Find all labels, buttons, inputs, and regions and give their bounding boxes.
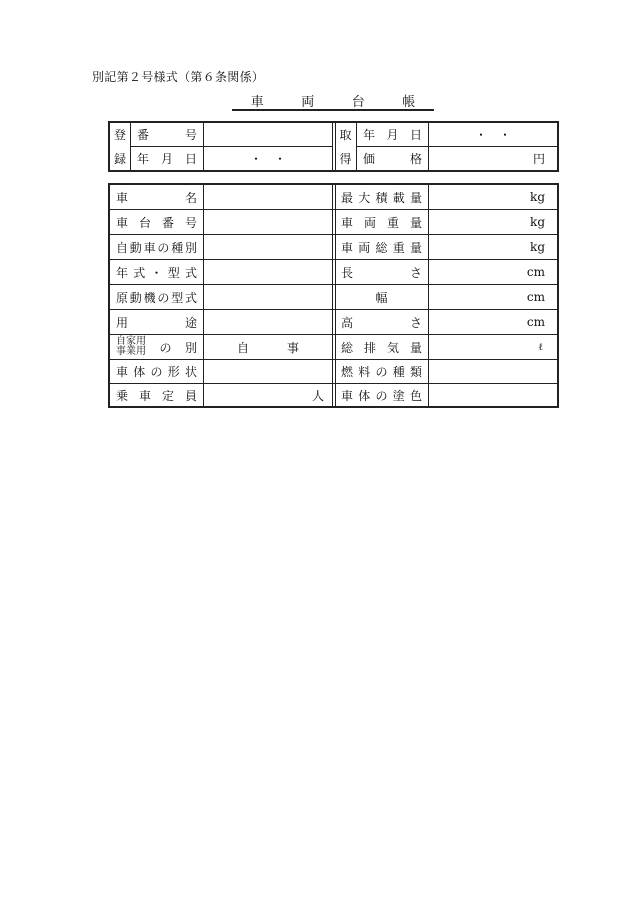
usage-field[interactable] [204,310,332,334]
title-char: 車 [250,95,264,110]
engine-model-field[interactable] [204,285,332,309]
model-year-field[interactable] [204,260,332,284]
acquisition-price-field[interactable]: 円 [532,152,545,166]
acquisition-price-label: 価 格 [363,152,422,166]
vehicle-table [108,183,559,408]
private-commercial-label: 自家用 事業用 の 別 [116,336,197,357]
capacity-field[interactable]: 人 [311,388,324,403]
body-color-field[interactable] [429,384,557,406]
gross-weight-label: 車 両 総 重 量 [341,240,422,255]
max-load-label: 最 大 積 載 量 [341,190,422,205]
max-load-field[interactable]: kg [530,190,545,204]
model-year-label: 年 式 ・ 型 式 [116,265,197,280]
registration-group-label: 登 [113,128,126,142]
displacement-field[interactable]: ℓ [538,341,543,353]
height-field[interactable]: cm [526,315,545,329]
vehicle-type-label: 自 動 車 の 種 別 [116,240,197,255]
vehicle-type-field[interactable] [204,235,332,259]
private-option[interactable]: 自 [236,340,249,355]
gross-weight-field[interactable]: kg [530,240,545,254]
body-shape-label: 車 体 の 形 状 [116,365,197,379]
acquisition-date-label: 年 月 日 [363,128,422,142]
title-char: 帳 [402,95,416,110]
length-label: 長 さ [341,265,422,280]
chassis-number-field[interactable] [204,210,332,234]
body-shape-field[interactable] [204,360,332,383]
private-use-text: 自家用 [116,336,146,347]
vehicle-name-field[interactable] [204,185,332,209]
acquisition-group-label: 取 [339,128,352,142]
acquisition-date-field[interactable]: ・ ・ [474,128,511,142]
capacity-label: 乗 車 定 員 [116,388,197,403]
vehicle-weight-field[interactable]: kg [530,215,545,229]
width-label: 幅 [375,290,388,305]
displacement-label: 総 排 気 量 [341,340,422,355]
width-field[interactable]: cm [526,290,545,304]
acquisition-group-label: 得 [339,152,352,166]
usage-label: 用 途 [116,315,197,330]
registration-date-label: 年 月 日 [137,152,197,166]
registration-group-label: 録 [113,152,126,166]
form-title [232,91,434,111]
height-label: 高 さ [341,315,422,330]
registration-date-field[interactable]: ・ ・ [249,152,286,166]
private-commercial-field[interactable] [204,335,332,359]
fuel-type-field[interactable] [429,360,557,383]
engine-model-label: 原 動 機 の 型 式 [116,290,197,305]
registration-table [108,121,559,172]
form-caption: 別記第２号様式（第６条関係） [92,70,265,84]
vehicle-weight-label: 車 両 重 量 [341,215,422,230]
body-color-label: 車 体 の 塗 色 [341,388,422,403]
title-char: 両 [301,95,315,110]
registration-number-field[interactable] [204,123,332,146]
registration-number-label: 番 号 [137,128,197,142]
commercial-use-text: 事業用 [116,346,146,357]
length-field[interactable]: cm [526,265,545,279]
commercial-option[interactable]: 事 [286,340,299,355]
chassis-number-label: 車 台 番 号 [116,215,197,230]
title-char: 台 [351,95,365,110]
fuel-type-label: 燃 料 の 種 類 [341,365,422,379]
vehicle-name-label: 車 名 [116,190,197,205]
